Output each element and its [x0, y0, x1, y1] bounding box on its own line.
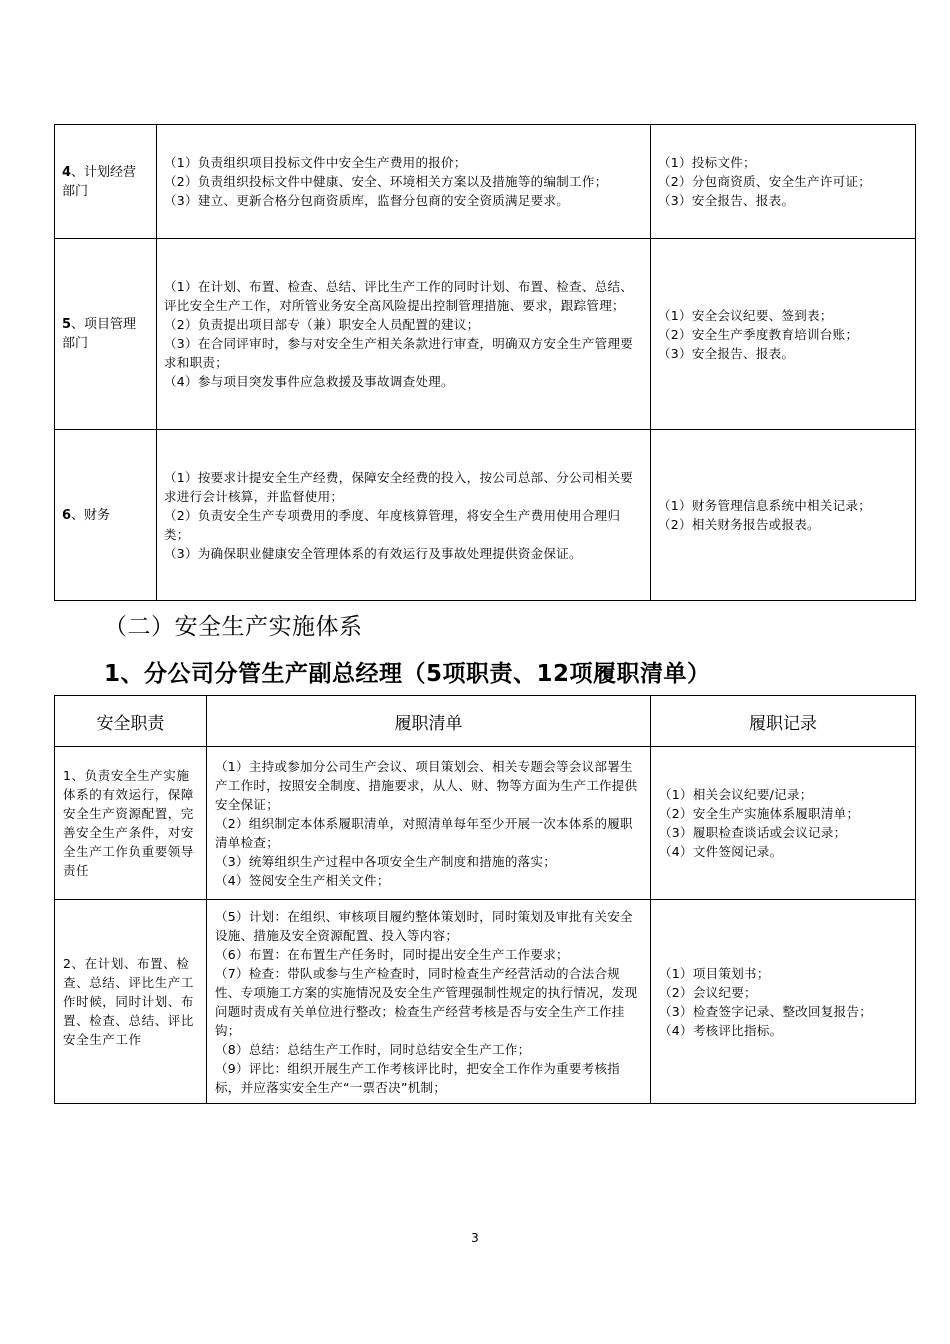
list-item: （4）签阅安全生产相关文件；	[215, 872, 390, 888]
list-item: （6）布置：在布置生产任务时，同时提出安全生产工作要求；	[215, 946, 569, 962]
list-item: （1）负责组织项目投标文件中安全生产费用的报价；	[164, 155, 467, 170]
checklist-cell	[207, 747, 651, 900]
list-item: （1）按要求计提安全生产经费，保障安全经费的投入，按公司总部、分公司相关要求进行会计核算，并监督使用；	[164, 469, 634, 504]
checklist-cell	[207, 900, 651, 1104]
list-item: （4）参与项目突发事件应急救援及事故调查处理。	[164, 374, 454, 389]
records-cell	[651, 125, 916, 239]
dept-cell	[55, 239, 157, 430]
list-item: （3）建立、更新合格分包商资质库，监督分包商的安全资质满足要求。	[164, 193, 570, 208]
list-item: （2）安全生产季度教育培训台账；	[658, 326, 859, 342]
list-item: （1）投标文件；	[658, 155, 756, 170]
duty-cell: 1、负责安全生产实施体系的有效运行，保障安全生产资源配置，完善安全生产条件，对安全生产工作负重要领导责任	[55, 747, 207, 900]
list-item: （3）在合同评审时，参与对安全生产相关条款进行审查，明确双方安全生产管理要求和职责；	[164, 336, 634, 370]
dept-name: 、财务	[71, 507, 111, 523]
list-item: （3）为确保职业健康安全管理体系的有效运行及事故处理提供资金保证。	[164, 545, 582, 561]
dept-cell	[55, 125, 157, 239]
section-heading: 1、分公司分管生产副总经理（5项职责、12项履职清单）	[104, 661, 711, 687]
list-item: （7）检查：带队或参与生产检查时，同时检查生产经营活动的合法合规性、专项施工方案的实施情况及安全生产管理强制性规定的执行情况，发现问题时责成有关单位进行整改；检查生产经营考核是否与安全生产工作挂钩；	[215, 965, 638, 1038]
duties-cell	[157, 239, 651, 430]
page-number: 3	[471, 1231, 479, 1245]
list-item: （3）履职检查谈话或会议记录；	[659, 825, 847, 840]
list-item: （2）组织制定本体系履职清单，对照清单每年至少开展一次本体系的履职清单检查；	[215, 815, 633, 850]
duties-cell	[157, 125, 651, 239]
list-item: （2）负责提出项目部专（兼）职安全人员配置的建议；	[164, 317, 480, 332]
list-item: （5）计划：在组织、审核项目履约整体策划时，同时策划及审批有关安全设施、措施及安全资源配置、投入等内容；	[215, 908, 633, 943]
dept-name: 、项目管理部门	[62, 317, 137, 351]
column-header: 履职记录	[651, 696, 916, 747]
list-item: （2）安全生产实施体系履职清单；	[659, 806, 860, 821]
list-item: （1）项目策划书；	[659, 965, 770, 981]
list-item: （2）负责安全生产专项费用的季度、年度核算管理，将安全生产费用使用合理归类；	[164, 507, 621, 542]
records-cell	[651, 430, 916, 601]
list-item: （2）会议纪要；	[659, 984, 757, 1000]
dept-duties-table	[54, 124, 916, 601]
dept-name: 、计划经营部门	[62, 164, 137, 199]
records-cell	[651, 239, 916, 430]
column-header: 履职清单	[207, 696, 651, 747]
table-row	[55, 430, 916, 601]
records-cell	[651, 900, 916, 1104]
list-item: （1）主持或参加分公司生产会议、项目策划会、相关专题会等会议部署生产工作时，按照安全制度、措施要求，从人、财、物等方面为生产工作提供安全保证；	[215, 758, 638, 812]
dept-number: 4	[62, 164, 72, 180]
list-item: （2）相关财务报告或报表。	[658, 517, 820, 532]
list-item: （4）考核评比指标。	[659, 1022, 783, 1038]
list-item: （2）负责组织投标文件中健康、安全、环境相关方案以及措施等的编制工作；	[164, 174, 608, 189]
list-item: （1）财务管理信息系统中相关记录；	[658, 498, 872, 513]
duties-cell	[157, 430, 651, 601]
responsibility-table	[54, 695, 916, 1104]
list-item: （1）在计划、布置、检查、总结、评比生产工作的同时计划、布置、检查、总结、评比安全生产工作，对所管业务安全高风险提出控制管理措施、要求，跟踪管理；	[164, 279, 634, 313]
table-header-row	[55, 696, 916, 747]
table-row	[55, 125, 916, 239]
list-item: （4）文件签阅记录。	[659, 844, 783, 859]
list-item: （8）总结：总结生产工作时，同时总结安全生产工作；	[215, 1041, 531, 1057]
list-item: （3）统筹组织生产过程中各项安全生产制度和措施的落实；	[215, 853, 557, 869]
dept-cell	[55, 430, 157, 601]
section-title: （二）安全生产实施体系	[104, 614, 363, 640]
list-item: （9）评比：组织开展生产工作考核评比时，把安全工作作为重要考核指标，并应落实安全生产“一票否决”机制；	[215, 1060, 621, 1095]
table-row	[55, 239, 916, 430]
list-item: （1）相关会议纪要/记录；	[659, 787, 813, 802]
list-item: （3）检查签字记录、整改回复报告；	[659, 1003, 873, 1019]
list-item: （2）分包商资质、安全生产许可证；	[658, 174, 872, 189]
dept-number: 6	[62, 507, 72, 523]
list-item: （3）安全报告、报表。	[658, 345, 795, 361]
table-row	[55, 747, 916, 900]
duty-cell: 2、在计划、布置、检查、总结、评比生产工作时候，同时计划、布置、检查、总结、评比安全生产工作	[55, 900, 207, 1104]
table-row	[55, 900, 916, 1104]
dept-number: 5	[62, 317, 72, 332]
column-header: 安全职责	[55, 696, 207, 747]
list-item: （3）安全报告、报表。	[658, 193, 795, 208]
records-cell	[651, 747, 916, 900]
list-item: （1）安全会议纪要、签到表；	[658, 307, 833, 323]
